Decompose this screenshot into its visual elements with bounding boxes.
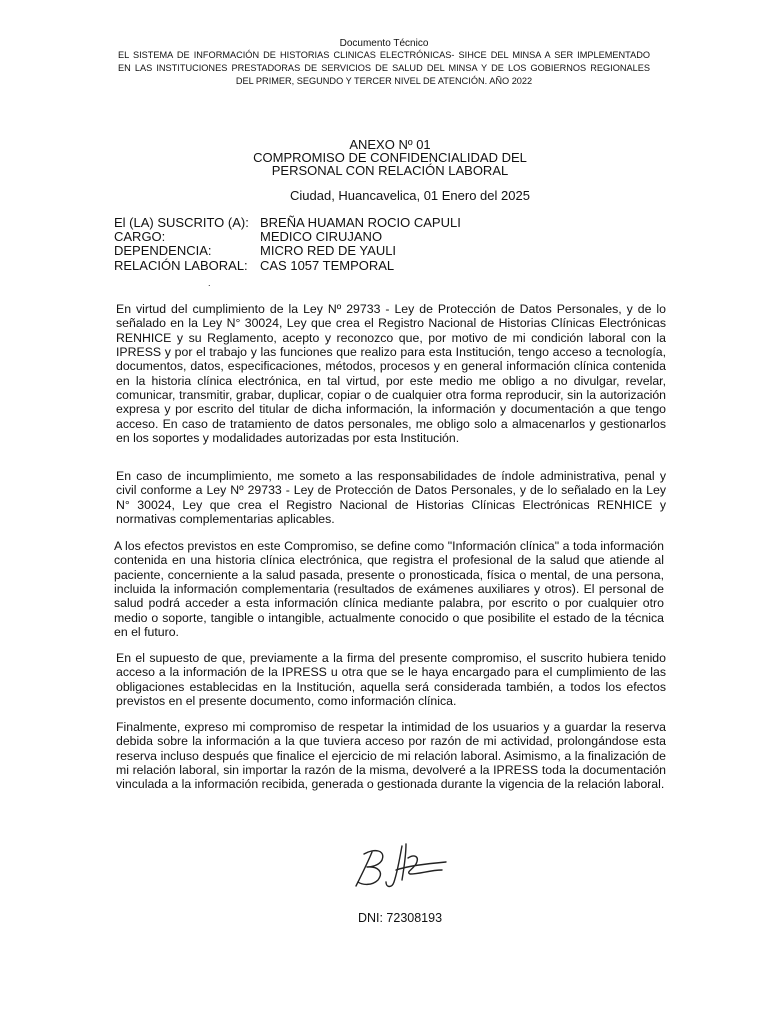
paragraph-1: En virtud del cumplimiento de la Ley Nº 29733 - Ley de Protección de Datos Personales, y de lo señalado en la Ley N° 30024, Ley que crea el Registro Nacional de Historias Clínicas Electrónicas RENHICE y su Reglamento, acepto y reconozco que, por motivo de mi condición laboral con la IPRESS y por el trabajo y las funciones que realizo para esta Institución, tengo acceso a tecnología, documentos, datos, especificaciones, métodos, procesos y en general información clínica contenida en la historia clínica electrónica, en tal virtud, por este medio me obligo a no divulgar, revelar, comunicar, transmitir, grabar, duplicar, copiar o de cualquier otra forma reproducir, sin la autorización expresa y por escrito del titular de dicha información, la información y documentación a que tengo acceso. En caso de tratamiento de datos personales, me obligo solo a almacenarlos y gestionarlos en los soportes y modalidades autorizadas por esta Institución. xyxy=(116,302,666,446)
id-label: El (LA) SUSCRITO (A): xyxy=(114,215,249,230)
paragraph-4: En el supuesto de que, previamente a la firma del presente compromiso, el suscrito hubiera tenido acceso a la información de la IPRESS u otra que se le haya encargado para el cumplimiento de las obligaciones establecidas en la Institución, aquella será considerada también, a todos los efectos previstos en el presente documento, como información clínica. xyxy=(116,651,666,709)
id-label: DEPENDENCIA: xyxy=(114,243,212,258)
id-value: MEDICO CIRUJANO xyxy=(260,229,383,244)
paragraph-2: En caso de incumplimiento, me someto a las responsabilidades de índole administrativa, penal y civil conforme a Ley Nº 29733 - Ley de Protección de Datos Personales, y de lo señalado en la Ley N° 30024, Ley que crea el Registro Nacional de Historias Clínicas Electrónicas RENHICE y normativas complementarias aplicables. xyxy=(116,469,666,527)
dni-number: DNI: 72308193 xyxy=(357,911,443,925)
annex-number: ANEXO Nº 01 xyxy=(349,137,431,152)
annex-title-line-1: COMPROMISO DE CONFIDENCIALIDAD DEL xyxy=(253,150,527,165)
id-value: BREÑA HUAMAN ROCIO CAPULI xyxy=(260,215,461,230)
header-title: Documento Técnico xyxy=(339,38,429,49)
header-line-1: EL SISTEMA DE INFORMACIÓN DE HISTORIAS CLINICAS ELECTRÓNICAS- SIHCE DEL MINSA A SER IMPLEMENTADO xyxy=(118,50,650,60)
header-line-2: EN LAS INSTITUCIONES PRESTADORAS DE SERVICIOS DE SALUD DEL MINSA Y DE LOS GOBIERNOS REGIONALES xyxy=(118,63,650,73)
paragraph-5: Finalmente, expreso mi compromiso de respetar la intimidad de los usuarios y a guardar la reserva debida sobre la información a la que tuviera acceso por razón de mi actividad, prolongándose esta reserva incluso después que finalice el ejercicio de mi relación laboral. Asimismo, a la finalización de mi relación laboral, sin importar la razón de la misma, devolveré a la IPRESS toda la documentación vinculada a la información recibida, generada o gestionada durante la vigencia de la relación laboral. xyxy=(116,720,666,792)
id-row-dependencia xyxy=(114,244,634,258)
place-date: Ciudad, Huancavelica, 01 Enero del 2025 xyxy=(290,188,530,203)
id-row-subscriber xyxy=(114,216,634,230)
id-value: MICRO RED DE YAULI xyxy=(260,243,397,258)
id-row-relacion xyxy=(114,259,634,273)
id-label: RELACIÓN LABORAL: xyxy=(114,258,248,273)
handwritten-signature xyxy=(350,840,450,892)
id-value: CAS 1057 TEMPORAL xyxy=(260,258,395,273)
id-row-cargo xyxy=(114,230,634,244)
annex-title-line-2: PERSONAL CON RELACIÓN LABORAL xyxy=(271,163,509,178)
stray-dot: . xyxy=(208,278,211,288)
paragraph-3: A los efectos previstos en este Compromiso, se define como "Información clínica" a toda información contenida en una historia clínica electrónica, que registra el profesional de la salud que atiende al paciente, concerniente a la salud pasada, presente o pronosticada, física o mental, de una persona, incluida la información complementaria (resultados de exámenes auxiliares y otros). El personal de salud podrá acceder a esta información clínica mediante palabra, por escrito o por cualquier otro medio o soporte, tangible o intangible, actualmente conocido o que posibilite el estado de la técnica en el futuro. xyxy=(114,539,664,640)
header-line-3: DEL PRIMER, SEGUNDO Y TERCER NIVEL DE ATENCIÓN. AÑO 2022 xyxy=(235,76,533,86)
id-label: CARGO: xyxy=(114,229,166,244)
